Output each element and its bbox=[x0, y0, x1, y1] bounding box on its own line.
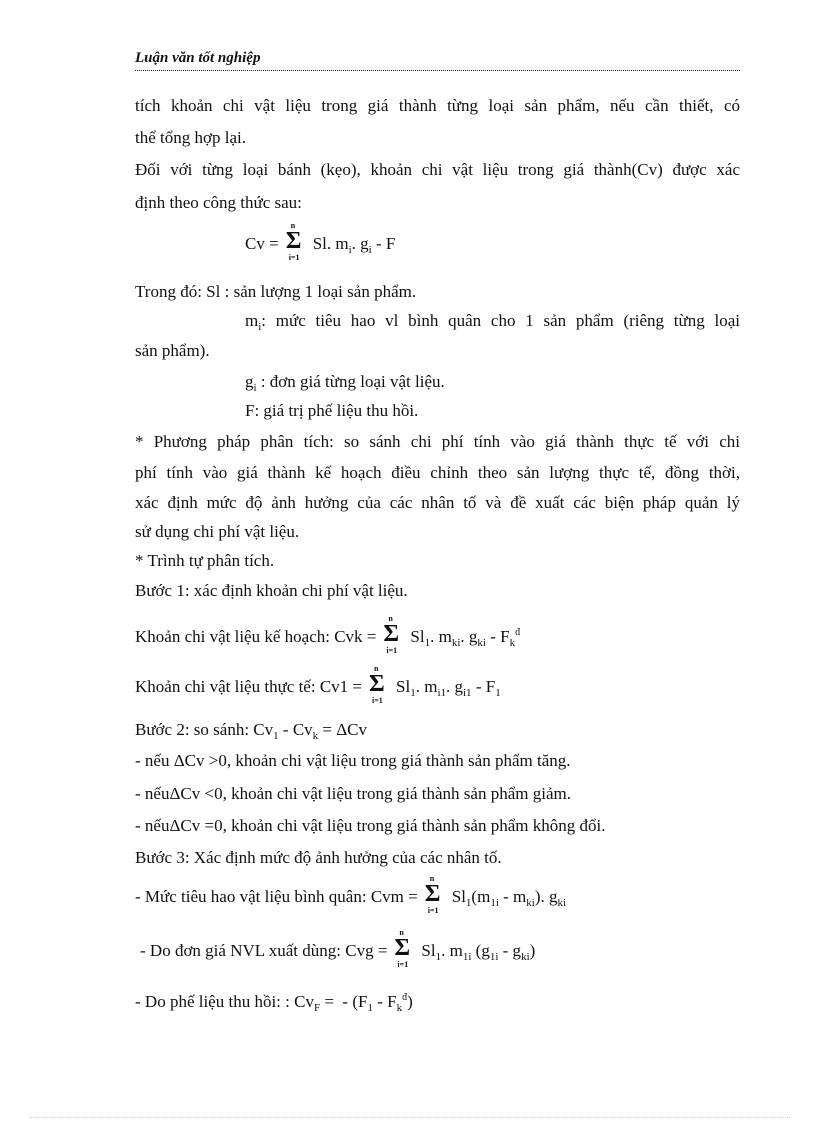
definition-line: F: giá trị phế liệu thu hồi. bbox=[245, 401, 419, 420]
paragraph-line: * Phương pháp phân tích: so sánh chi phí tính vào giá thành thực tế với chi bbox=[135, 432, 740, 451]
definition-line: $m_i$: mức tiêu hao vl bình quân cho 1 sản phẩm (riêng từng loại bbox=[245, 311, 740, 333]
paragraph-line: - nếu ΔCv >0, khoản chi vật liệu trong giá thành sản phẩm tăng. bbox=[135, 751, 571, 770]
formula-cvg: - Do đơn giá NVL xuất dùng: Cvg = n Σ i=1 $Sl_1$. $m_{1i}$ $(g_{1i} - g_{ki})$ bbox=[140, 928, 536, 970]
formula-cvk: Khoản chi vật liệu kế hoạch: Cvk = n Σ i=1 $Sl_1$. $m_{ki}$. $g_{ki} - F_k^đ$ bbox=[135, 614, 521, 656]
sigma-symbol: n Σ i=1 bbox=[369, 664, 385, 706]
paragraph-line: Bước 3: Xác định mức độ ảnh hưởng của các nhân tố. bbox=[135, 848, 502, 867]
paragraph-line: - nếuΔCv =0, khoản chi vật liệu trong giá thành sản phẩm không đổi. bbox=[135, 816, 606, 835]
definition-line: Trong đó: Sl : sản lượng 1 loại sản phẩm. bbox=[135, 282, 417, 301]
paragraph-line: Đối với từng loại bánh (kẹo), khoản chi vật liệu trong giá thành(Cv) được xác bbox=[135, 160, 740, 179]
page-header bbox=[135, 48, 740, 71]
sigma-symbol: n Σ i=1 bbox=[424, 874, 441, 916]
paragraph-line: Bước 1: xác định khoản chi phí vật liệu. bbox=[135, 581, 408, 600]
paragraph-line: tích khoản chi vật liệu trong giá thành từng loại sản phẩm, nếu cần thiết, có bbox=[135, 96, 740, 115]
sigma-symbol: n Σ i=1 bbox=[394, 928, 411, 970]
formula-cv1: Khoản chi vật liệu thực tế: Cv1 = n Σ i=1 $Sl_1$. $m_{i1}$. $g_{i1} - F_1$ bbox=[135, 664, 501, 706]
paragraph-line: định theo công thức sau: bbox=[135, 193, 302, 212]
paragraph-line: - nếuΔCv <0, khoản chi vật liệu trong giá thành sản phẩm giảm. bbox=[135, 784, 571, 803]
definition-line: $g_i$ : đơn giá từng loại vật liệu. bbox=[245, 372, 445, 394]
sigma-symbol: n Σ i=1 bbox=[383, 614, 400, 656]
paragraph-line: * Trình tự phân tích. bbox=[135, 551, 275, 570]
definition-line: sản phẩm). bbox=[135, 341, 210, 360]
formula-cvf: - Do phế liệu thu hồi: : $Cv_F$ = - $(F_1 - F_k^đ)$ bbox=[135, 992, 413, 1014]
sigma-symbol: n Σ i=1 bbox=[285, 221, 302, 263]
paragraph-line: thể tổng hợp lại. bbox=[135, 128, 246, 147]
paragraph-line: xác định mức độ ảnh hưởng của các nhân tố và đề xuất các biện pháp quản lý bbox=[135, 493, 740, 512]
paragraph-line: phí tính vào giá thành kế hoạch điều chỉnh theo sản lượng thực tế, đồng thời, bbox=[135, 463, 740, 482]
formula-cv: Cv = n Σ i=1 Sl. $m_i$. $g_i$ - F bbox=[245, 221, 396, 263]
footer-rule bbox=[30, 1117, 790, 1118]
header-title: Luận văn tốt nghiệp bbox=[135, 50, 261, 66]
formula-cvm: - Mức tiêu hao vật liệu bình quân: Cvm = n Σ i=1 $Sl_1(m_{1i} - m_{ki})$. $g_{ki}$ bbox=[135, 874, 567, 916]
compare-line: Bước 2: so sánh: $Cv_1 - Cv_k = \Delta Cv$ bbox=[135, 720, 368, 742]
paragraph-line: sử dụng chi phí vật liệu. bbox=[135, 522, 300, 541]
